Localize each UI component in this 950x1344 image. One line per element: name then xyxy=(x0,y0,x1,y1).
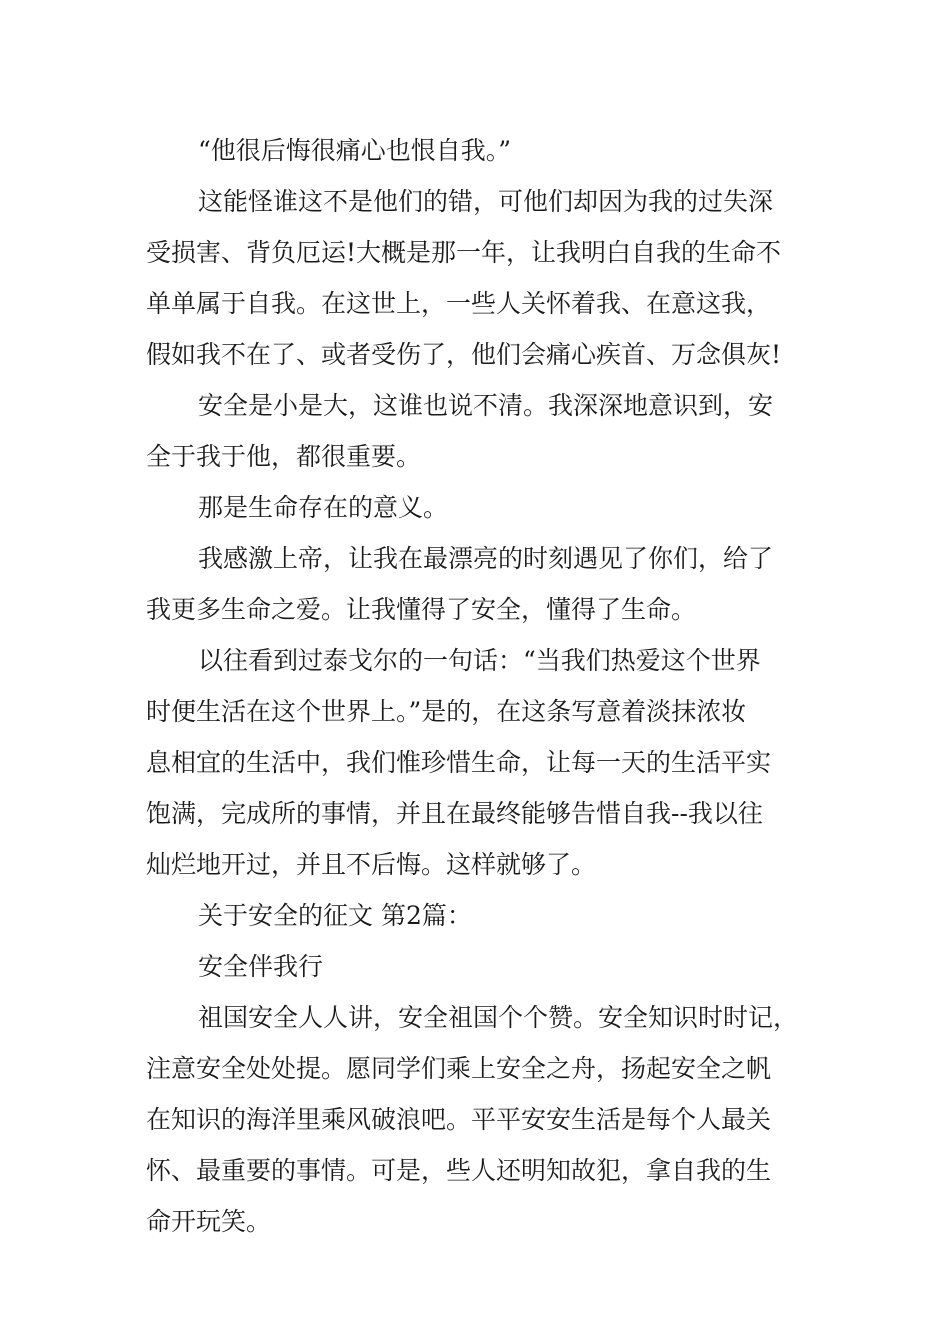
paragraph-quote xyxy=(146,125,816,176)
text-line: 以往看到过泰戈尔的一句话：“当我们热爱这个世界 xyxy=(198,646,761,675)
section-heading xyxy=(146,890,816,941)
text-line: 灿烂地开过，并且不后悔。这样就够了。 xyxy=(146,850,597,879)
paragraph-tagore xyxy=(146,635,816,890)
text-line: 注意安全处处提。愿同学们乘上安全之舟，扬起安全之帆 xyxy=(146,1054,772,1083)
text-line: 时便生活在这个世界上。”是的，在这条写意着淡抹浓妆 xyxy=(146,697,747,726)
text-line: “他很后悔很痛心也恨自我。” xyxy=(198,136,512,165)
paragraph-motherland xyxy=(146,992,816,1247)
text-line: 怀、最重要的事情。可是，些人还明知故犯，拿自我的生 xyxy=(146,1156,772,1185)
text-line: 我感激上帝，让我在最漂亮的时刻遇见了你们，给了 xyxy=(198,544,774,573)
paragraph-blame xyxy=(146,176,816,380)
text-line: 息相宜的生活中，我们惟珍惜生命，让每一天的生活平实 xyxy=(146,748,772,777)
paragraph-meaning xyxy=(146,482,816,533)
document-body xyxy=(146,125,816,1247)
text-line: 关于安全的征文 第2篇： xyxy=(198,901,472,930)
text-line: 饱满，完成所的事情，并且在最终能够告惜自我--我以往 xyxy=(146,799,763,828)
text-line: 那是生命存在的意义。 xyxy=(198,493,449,522)
text-line: 安全伴我行 xyxy=(198,952,324,981)
paragraph-safety-matters xyxy=(146,380,816,482)
text-line: 祖国安全人人讲，安全祖国个个赞。安全知识时时记， xyxy=(198,1003,799,1032)
text-line: 全于我于他，都很重要。 xyxy=(146,442,422,471)
text-line: 这能怪谁这不是他们的错，可他们却因为我的过失深 xyxy=(198,187,774,216)
paragraph-gratitude xyxy=(146,533,816,635)
text-line: 假如我不在了、或者受伤了，他们会痛心疾首、万念俱灰! xyxy=(146,340,782,369)
text-line: 命开玩笑。 xyxy=(146,1207,272,1236)
text-line: 安全是小是大，这谁也说不清。我深深地意识到，安 xyxy=(198,391,774,420)
text-line: 我更多生命之爱。让我懂得了安全，懂得了生命。 xyxy=(146,595,697,624)
text-line: 受损害、背负厄运!大概是那一年，让我明白自我的生命不 xyxy=(146,238,782,267)
text-line: 单单属于自我。在这世上，一些人关怀着我、在意这我， xyxy=(146,289,772,318)
text-line: 在知识的海洋里乘风破浪吧。平平安安生活是每个人最关 xyxy=(146,1105,772,1134)
article-title xyxy=(146,941,816,992)
